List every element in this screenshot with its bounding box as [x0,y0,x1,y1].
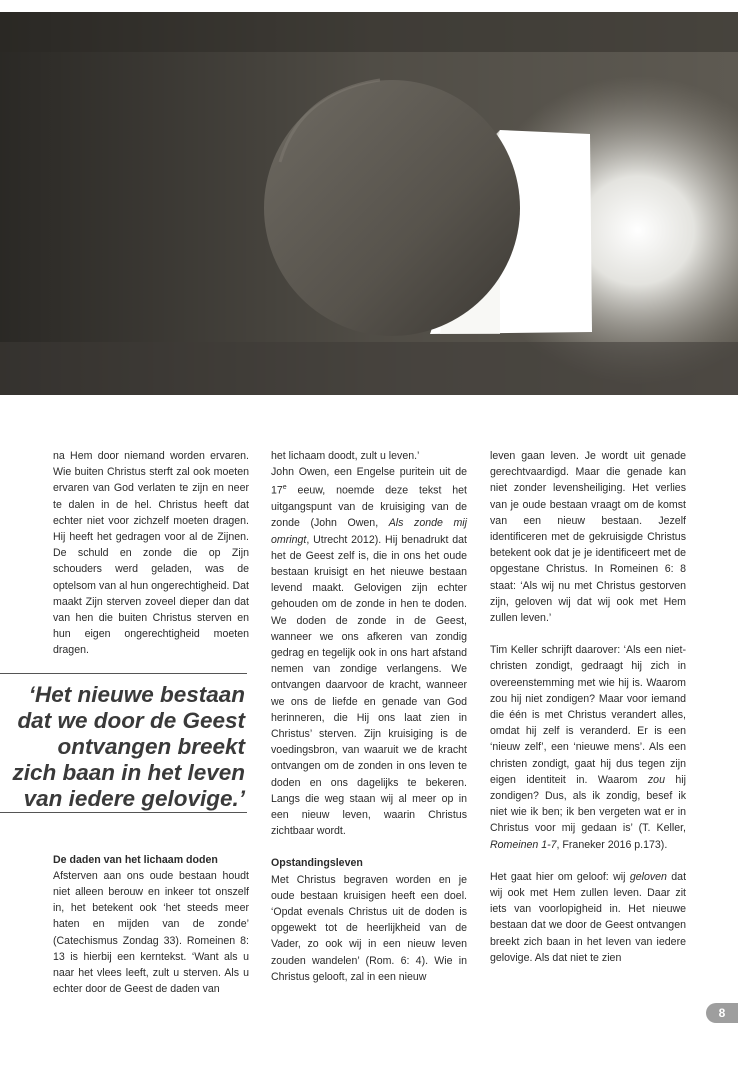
book-title: Als zonde mij omringt [271,517,468,546]
paragraph: leven gaan leven. Je wordt uit genade gerechtvaardigd. Maar die genade kan niet zonder levensheiliging. Het verlies van je oude bestaan vraagt om de komst van een nieuw bestaan. Jezelf identificeren met de gekruisigde Christus betekent ook dat je je identificeert met de opgestane Christus. In Romeinen 6: 8 staat: ‘Als wij nu met Christus gestorven zijn, geloven wij dat wij ook met Hem zullen leven.’ [490,450,686,625]
empty-tomb-illustration [0,12,738,395]
text-run: , Franeker 2016 p.173). [556,838,668,851]
emphasis: zou [647,773,665,786]
text-run: , Utrecht 2012). Hij benadrukt dat het de Geest zelf is, die in ons het oude bestaan kruisigt en het nieuwe bestaan levend maakt. Gelovigen zijn echter gehouden om de zonde in hen te doden. We doden de zonde in de Geest, wanneer we ons afkeren van zondig gedrag en tegelijk ook in ons hart afstand nemen van zondige verlangens. We ontvangen daarvoor de kracht, wanneer we ons de liefde en genade van God herinneren, die Hij ons laat zien in Christus’ sterven. Zijn kruisiging is de voedingsbron, van waaruit we de kracht ontvangen om de zonden in ons leven te doden en ons dagelijks te bekeren. Langs die weg staan wij al meer op in een nieuw leven, waarin Christus zichtbaar wordt. [271,533,467,838]
text-run: Het gaat hier om geloof: wij [490,870,630,883]
section-heading-opstandingsleven: Opstandingsleven [271,857,363,870]
text-run: dat wij ook met Hem zullen leven. Daar zit iets van voorlopigheid in. Het nieuwe bestaan dat we door de Geest ontvangen breekt zich baan in het leven van iedere gelovige. Als dat niet te zien [490,870,687,964]
superscript: e [282,484,287,492]
text-run: hij zondigen? Dus, als ik zondig, besef ik niet wie ik ben; ik ben vergeten wat er in Christus voor mij gedaan is’ (T. Keller, [490,773,686,835]
paragraph: het lichaam doodt, zult u leven.’ [271,450,420,462]
paragraph: Afsterven aan ons oude bestaan houdt niet alleen berouw en inkeer tot onszelf in, het betekent ook ‘het steeds meer haten en mijden van de zonde’ (Catechismus Zondag 33). Romeinen 8: 13 is hierbij een kerntekst. ‘Want als u naar het vlees leeft, zult u sterven. Als u echter door de Geest de daden van [53,869,249,996]
top-divider [0,673,247,674]
section-heading-daden: De daden van het lichaam doden [53,853,218,866]
text-run: eeuw, noemde deze tekst het uitgangspunt van de kruisiging van de zonde (John Owen, [271,484,467,530]
paragraph [490,869,686,966]
paragraph: na Hem door niemand worden ervaren. Wie buiten Christus sterft zal ook moeten ervaren van God verlaten te zijn en neer te dalen in de hel. Christus heeft dat echter niet voor zichzelf moeten dragen. Hij heeft het gedragen voor al de Zijnen. De schuld en zonde die op Zijn schouders werd geladen, was de optelsom van al hun ongerechtigheid. Dat maakt Zijn sterven zoveel dieper dan dat van hen die buiten Christus sterven en hun eigen ongerechtigheid moeten dragen. [53,450,249,657]
paragraph: Met Christus begraven worden en je oude bestaan kruisigen heeft een doel. ‘Opdat evenals Christus uit de doden is opgewekt tot de heerlijkheid van de Vader, zo ook wij in een nieuw leven zouden wandelen’ (Rom. 6: 4). Wie in Christus gelooft, zal in een nieuw [271,873,467,983]
paragraph [490,642,686,853]
text-run: John Owen, een Engelse puritein uit de 17 [271,466,467,497]
emphasis: geloven [629,870,667,883]
pull-quote-block [0,673,247,813]
pull-quote: ‘Het nieuwe bestaan dat we door de Geest ontvangen breekt zich baan in het leven van iedere gelovige.’ [12,682,245,811]
text-column-3 [490,448,686,966]
tomb-photo [0,12,738,395]
bottom-divider [0,812,247,813]
page-number-tab: 8 [706,1003,738,1023]
text-run: Tim Keller schrijft daarover: ‘Als een niet-christen zondigt, gedraagt hij zich in overeenstemming met wie hij is. Waarom zou hij niet zondigen? Maar voor iemand die één is met Christus verandert alles, omdat hij zelf is veranderd. Er is een ‘nieuw zelf’, een ‘nieuwe mens’. Als een christen zondigt, gaat hij dus tegen zijn eigen identiteit in. Waarom [490,644,686,786]
text-column-2 [271,448,467,985]
book-title: Romeinen 1-7 [490,838,557,851]
paragraph [271,464,467,839]
